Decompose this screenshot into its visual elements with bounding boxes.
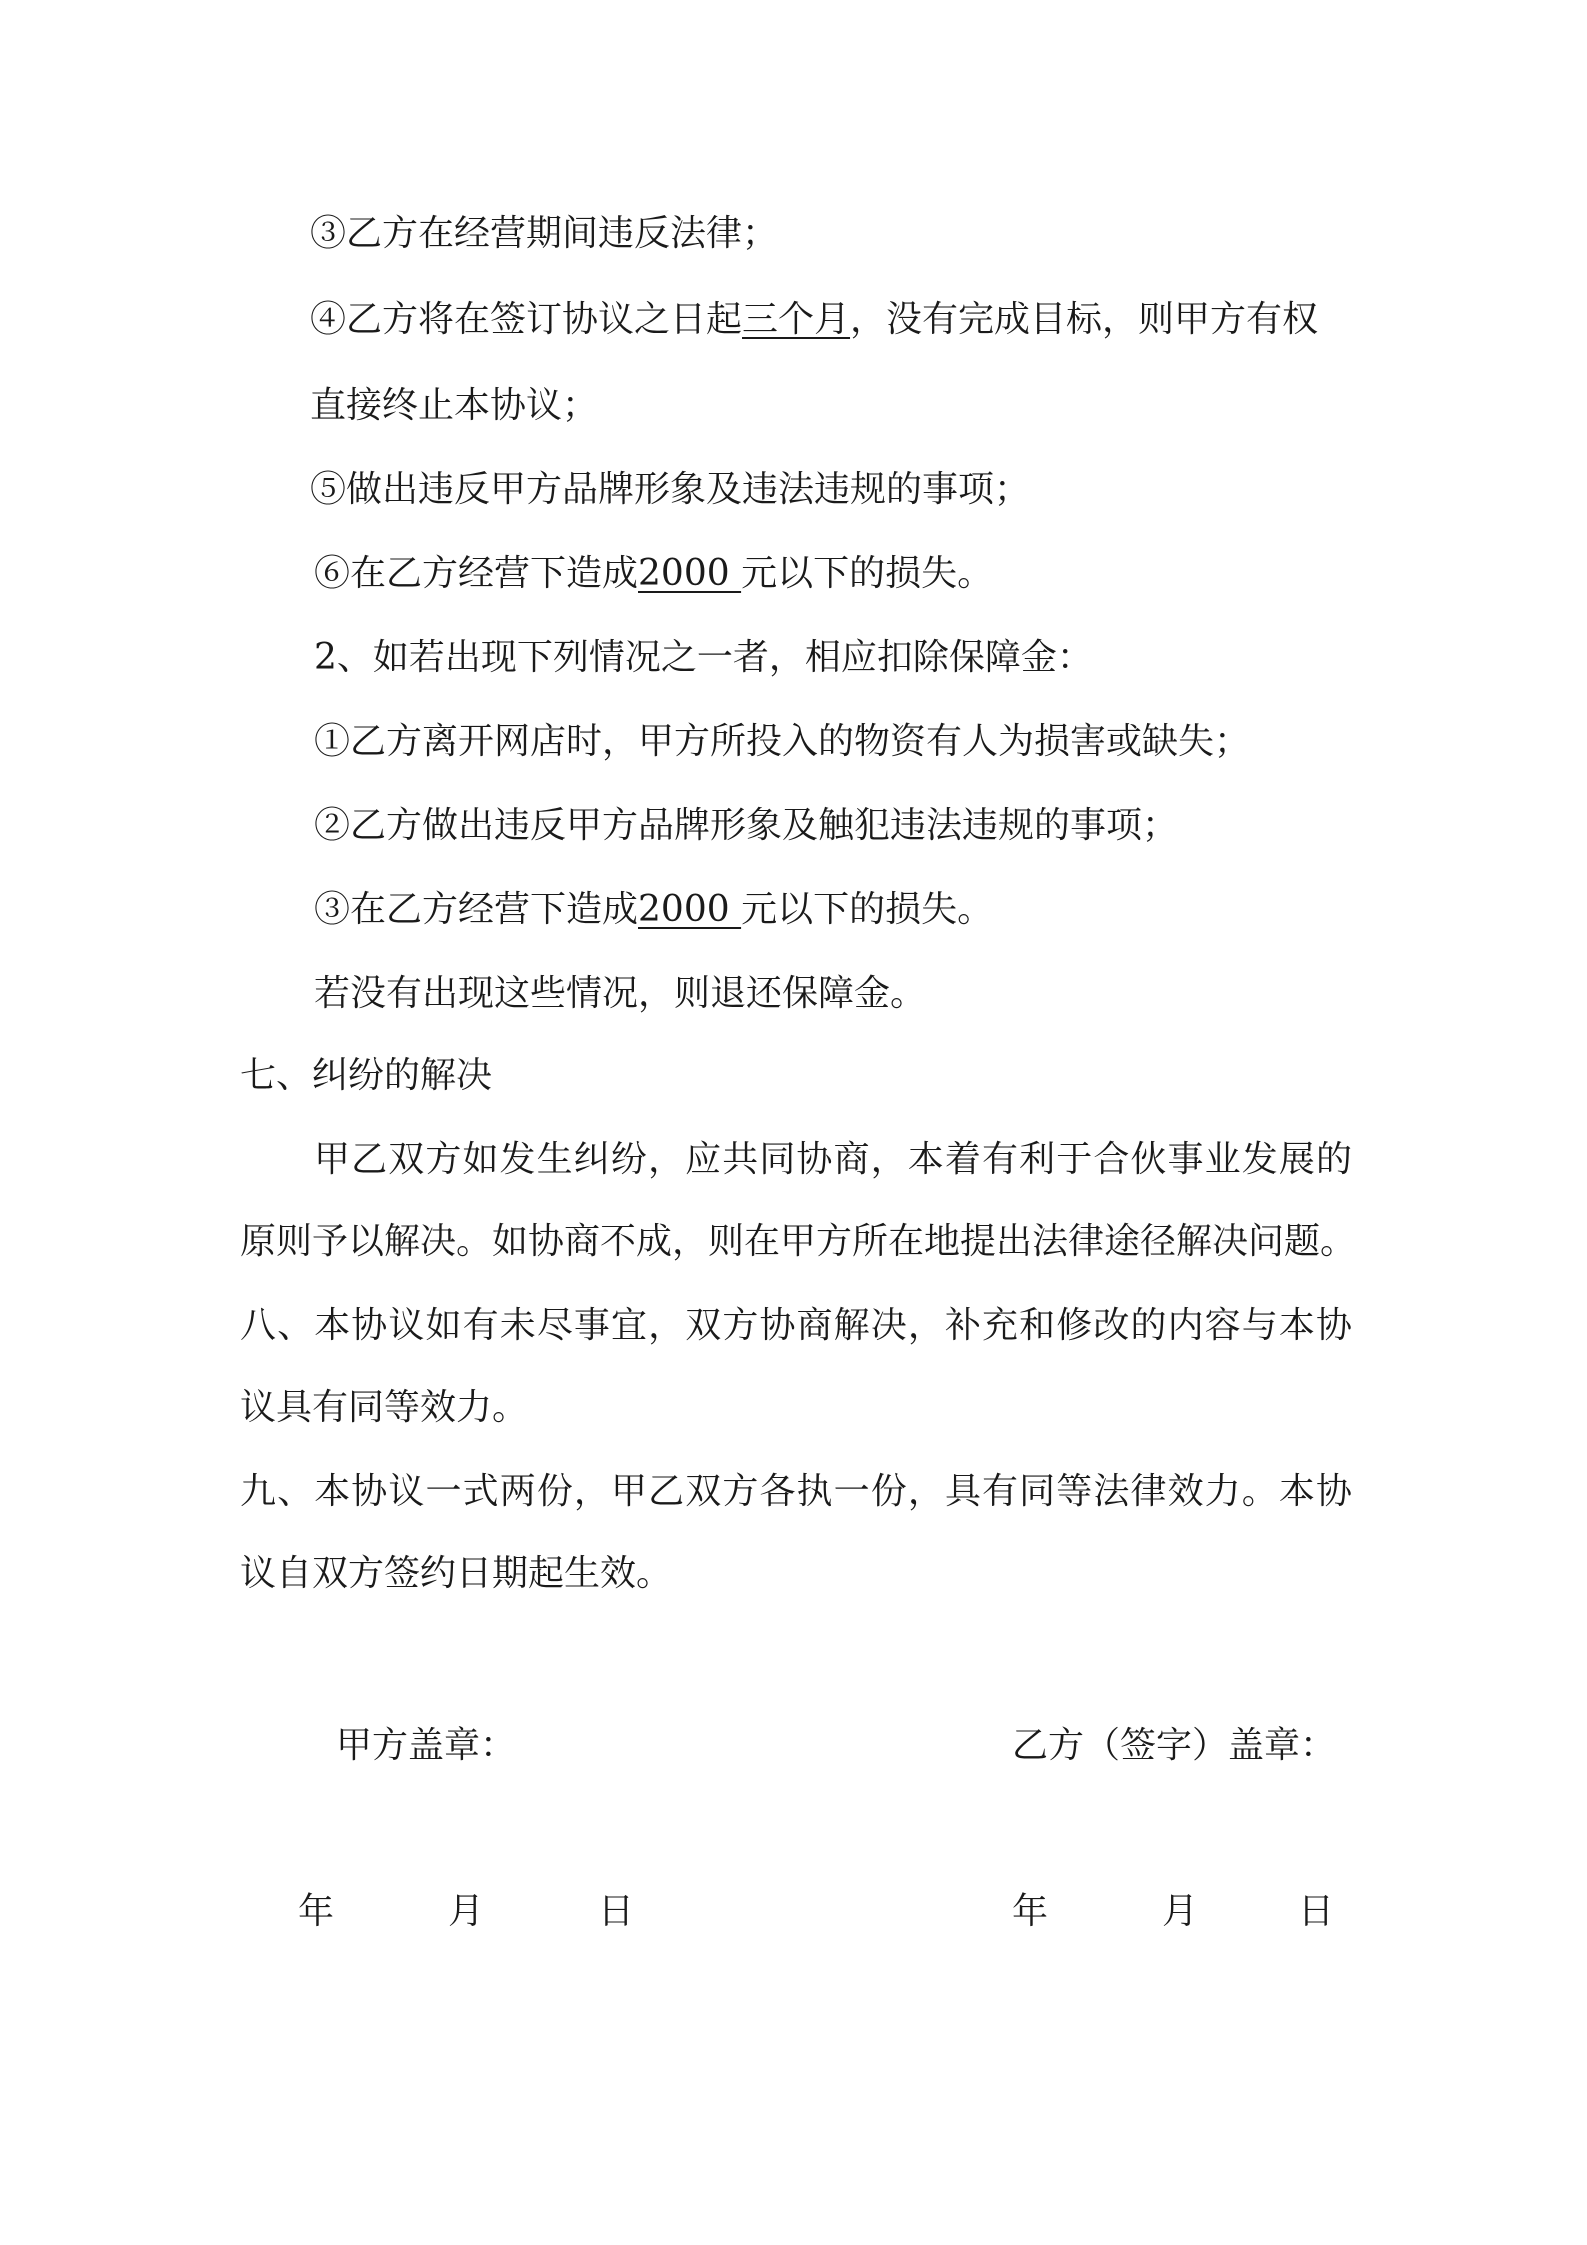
clause-item-6: ⑥在乙方经营下造成2000 元以下的损失。 xyxy=(314,553,994,594)
section-7-line-1: 甲乙双方如发生纠纷，应共同协商，本着有利于合伙事业发展的 xyxy=(314,1139,1352,1180)
amount-underlined: 2000 xyxy=(638,889,742,930)
section-7-line-2: 原则予以解决。如协商不成，则在甲方所在地提出法律途径解决问题。 xyxy=(240,1221,1357,1262)
party-a-seal-label: 甲方盖章： xyxy=(336,1725,517,1766)
period-underlined: 三个月 xyxy=(742,299,851,340)
section-8-line-2: 议具有同等效力。 xyxy=(240,1387,529,1428)
party-b-date-year: 年 xyxy=(1012,1891,1049,1932)
section-9-line-1: 九、本协议一式两份，甲乙双方各执一份，具有同等法律效力。本协 xyxy=(240,1471,1352,1512)
clause-2-item-1: ①乙方离开网店时，甲方所投入的物资有人为损害或缺失； xyxy=(314,721,1251,762)
clause-item-3: ③乙方在经营期间违反法律； xyxy=(310,213,779,254)
party-a-date-year: 年 xyxy=(298,1891,335,1932)
section-8-line-1: 八、本协议如有未尽事宜，双方协商解决，补充和修改的内容与本协 xyxy=(240,1305,1352,1346)
clause-item-4-cont: 直接终止本协议； xyxy=(310,385,599,426)
party-a-date-month: 月 xyxy=(448,1891,485,1932)
party-a-date-day: 日 xyxy=(598,1891,635,1932)
clause-item-5: ⑤做出违反甲方品牌形象及违法违规的事项； xyxy=(310,469,1031,510)
clause-item-4: ④乙方将在签订协议之日起三个月，没有完成目标，则甲方有权 xyxy=(310,299,1319,340)
party-b-date-day: 日 xyxy=(1298,1891,1335,1932)
clause-2-item-3: ③在乙方经营下造成2000 元以下的损失。 xyxy=(314,889,994,930)
section-9-line-2: 议自双方签约日期起生效。 xyxy=(240,1553,673,1594)
party-b-seal-label: 乙方（签字）盖章： xyxy=(1012,1725,1337,1766)
party-b-date-month: 月 xyxy=(1162,1891,1199,1932)
section-7-heading: 七、纠纷的解决 xyxy=(240,1055,493,1096)
clause-2-heading: 2、如若出现下列情况之一者，相应扣除保障金： xyxy=(314,637,1093,678)
clause-2-item-2: ②乙方做出违反甲方品牌形象及触犯违法违规的事项； xyxy=(314,805,1179,846)
clause-2-note: 若没有出现这些情况，则退还保障金。 xyxy=(314,973,927,1014)
amount-underlined: 2000 xyxy=(638,553,742,594)
